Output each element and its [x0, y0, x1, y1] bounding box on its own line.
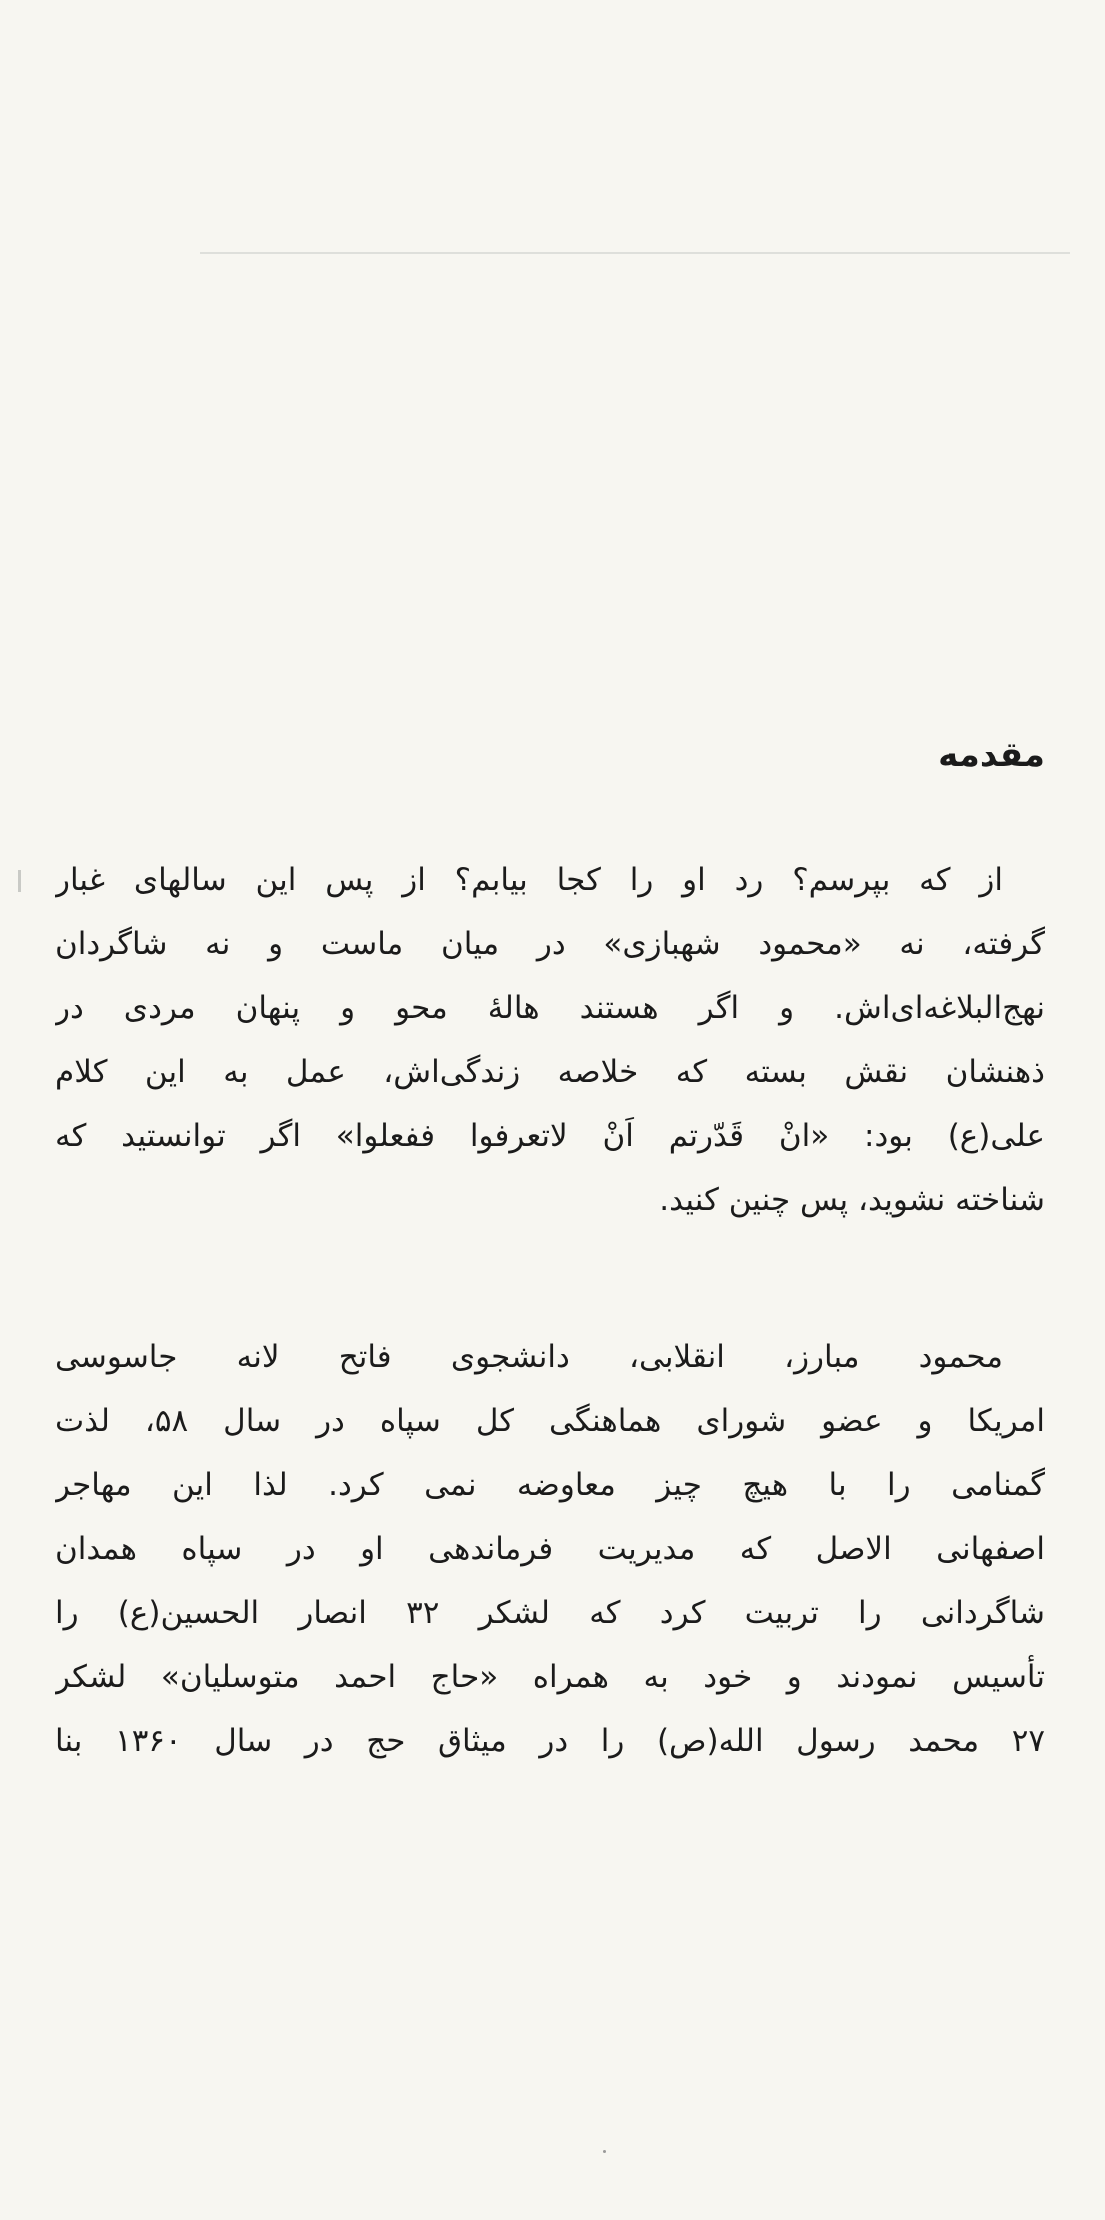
text-line: محمود مبارز، انقلابی، دانشجوی فاتح لانه جاسوسی — [55, 1339, 1003, 1375]
text-line: اصفهانی الاصل که مدیریت فرماندهی او در سپاه همدان — [55, 1531, 1045, 1567]
text-line: گرفته، نه «محمود شهبازی» در میان ماست و نه شاگردان — [55, 926, 1045, 962]
text-line: نهج‌البلاغه‌ای‌اش. و اگر هستند هالهٔ محو و پنهان مردی در — [55, 990, 1045, 1026]
paragraph-2 — [55, 1325, 1045, 1773]
section-heading: مقدمه — [938, 735, 1045, 775]
text-line: شاگردانی را تربیت کرد که لشکر ۳۲ انصار الحسین(ع) را — [55, 1595, 1045, 1631]
text-line: شناخته نشوید، پس چنین کنید. — [659, 1182, 1045, 1218]
text-line: تأسیس نمودند و خود به همراه «حاج احمد متوسلیان» لشکر — [55, 1659, 1045, 1695]
show-through-rule — [200, 252, 1070, 254]
paragraph-1 — [55, 848, 1045, 1232]
show-through-header — [180, 190, 1070, 225]
text-line: از که بپرسم؟ رد او را کجا بیابم؟ از پس این سالهای غبار — [55, 862, 1003, 898]
text-line: ۲۷ محمد رسول الله(ص) را در میثاق حج در سال ۱۳۶۰ بنا — [55, 1723, 1045, 1759]
text-line: امریکا و عضو شورای هماهنگی کل سپاه در سال ۵۸، لذت — [55, 1403, 1045, 1439]
text-line: علی(ع) بود: «انْ قَدّرتم اَنْ لاتعرفوا ففعلوا» اگر توانستید که — [55, 1118, 1045, 1154]
margin-mark — [18, 870, 21, 892]
paper-speck — [603, 2150, 606, 2153]
text-line: گمنامی را با هیچ چیز معاوضه نمی کرد. لذا این مهاجر — [55, 1467, 1045, 1503]
text-line: ذهنشان نقش بسته که خلاصه زندگی‌اش، عمل به این کلام — [55, 1054, 1045, 1090]
